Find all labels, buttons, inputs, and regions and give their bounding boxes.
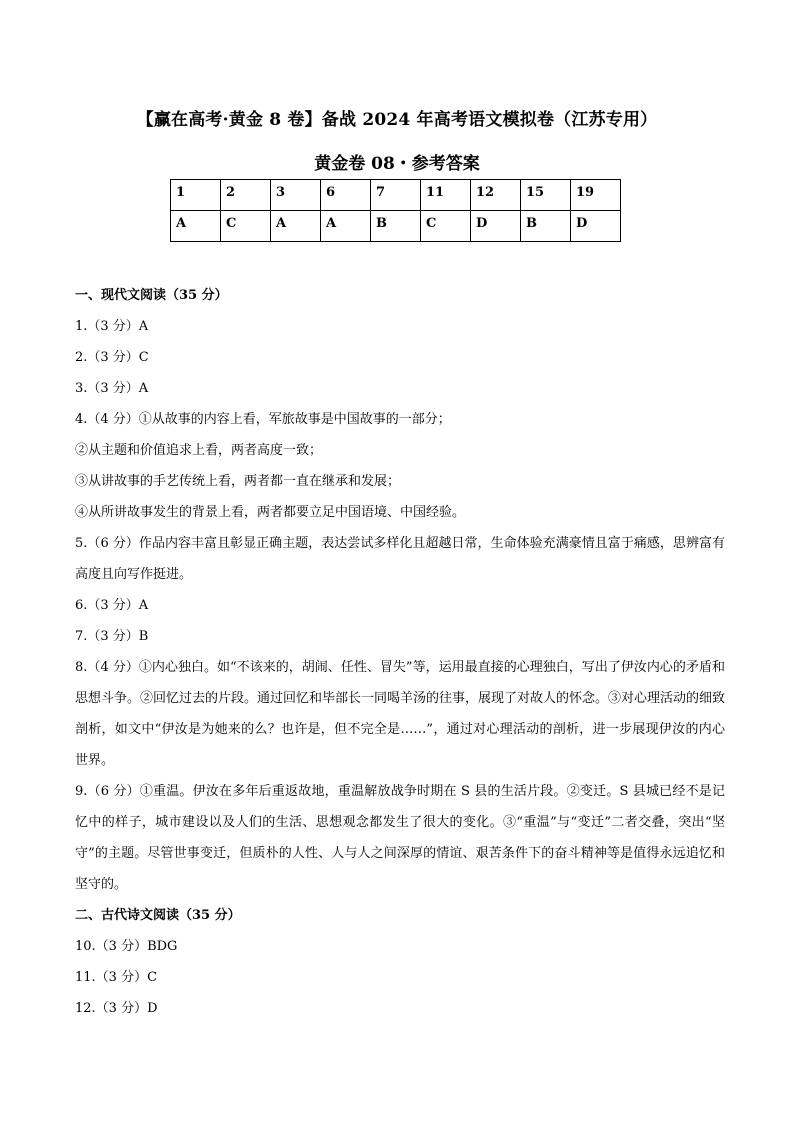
answer-item: ②从主题和价值追求上看，两者高度一致； bbox=[75, 443, 323, 458]
answer-cell: B bbox=[371, 211, 421, 242]
answer-cell: A bbox=[321, 211, 371, 242]
question-number-cell: 3 bbox=[271, 180, 321, 211]
question-number-cell: 19 bbox=[571, 180, 621, 211]
answer-cell: D bbox=[471, 211, 521, 242]
answer-item: 4.（4 分）①从故事的内容上看，军旅故事是中国故事的一部分； bbox=[75, 412, 451, 427]
answer-item: 10.（3 分）BDG bbox=[75, 939, 178, 954]
document-subtitle: 黄金卷 08・参考答案 bbox=[314, 154, 480, 174]
question-number-cell: 1 bbox=[171, 180, 221, 211]
answer-item: ④从所讲故事发生的背景上看，两者都要立足中国语境、中国经验。 bbox=[75, 505, 466, 520]
answer-item: 2.（3 分）C bbox=[75, 350, 149, 365]
answer-key-table bbox=[170, 179, 621, 242]
answer-cell: D bbox=[571, 211, 621, 242]
answer-content bbox=[75, 280, 725, 1024]
section-heading: 二、古代诗文阅读（35 分） bbox=[75, 908, 241, 923]
answer-item: 12.（3 分）D bbox=[75, 1001, 158, 1016]
answer-cell: A bbox=[271, 211, 321, 242]
question-number-cell: 12 bbox=[471, 180, 521, 211]
answer-item: 5.（6 分）作品内容丰富且彰显正确主题，表达尝试多样化且超越日常，生命体验充满豪情且富于痛感，思辨富有高度且向写作挺进。 bbox=[75, 536, 725, 582]
question-number-cell: 7 bbox=[371, 180, 421, 211]
answer-item: 7.（3 分）B bbox=[75, 629, 149, 644]
answer-item: 11.（3 分）C bbox=[75, 970, 158, 985]
question-number-cell: 11 bbox=[421, 180, 471, 211]
answer-cell: B bbox=[521, 211, 571, 242]
document-title: 【赢在高考·黄金 8 卷】备战 2024 年高考语文模拟卷（江苏专用） bbox=[136, 110, 658, 130]
answer-item: 6.（3 分）A bbox=[75, 598, 149, 613]
answer-cell: C bbox=[221, 211, 271, 242]
answer-item: ③从讲故事的手艺传统上看，两者都一直在继承和发展； bbox=[75, 474, 401, 489]
question-number-cell: 15 bbox=[521, 180, 571, 211]
question-number-cell: 2 bbox=[221, 180, 271, 211]
answer-item: 9.（6 分）①重温。伊汝在多年后重返故地，重温解放战争时期在 S 县的生活片段。②变迁。S 县城已经不是记忆中的样子，城市建设以及人们的生活、思想观念都发生了很大的变化。③“重温”与“变迁”二者交叠，突出“坚守”的主题。尽管世事变迁，但质朴的人性、人与人之间深厚的情谊、艰苦条件下的奋斗精神等是值得永远追忆和坚守的。 bbox=[75, 784, 725, 892]
answer-row bbox=[171, 211, 621, 242]
answer-cell: C bbox=[421, 211, 471, 242]
section-heading: 一、现代文阅读（35 分） bbox=[75, 288, 228, 303]
question-number-cell: 6 bbox=[321, 180, 371, 211]
answer-cell: A bbox=[171, 211, 221, 242]
answer-item: 8.（4 分）①内心独白。如“不该来的，胡闹、任性、冒失”等，运用最直接的心理独白，写出了伊汝内心的矛盾和思想斗争。②回忆过去的片段。通过回忆和毕部长一同喝羊汤的往事，展现了对故人的怀念。③对心理活动的细致剖析，如文中“伊汝是为她来的么？也许是，但不完全是……”，通过对心理活动的剖析，进一步展现伊汝的内心世界。 bbox=[75, 660, 726, 768]
answer-item: 3.（3 分）A bbox=[75, 381, 149, 396]
answer-item: 1.（3 分）A bbox=[75, 319, 149, 334]
question-number-row bbox=[171, 180, 621, 211]
